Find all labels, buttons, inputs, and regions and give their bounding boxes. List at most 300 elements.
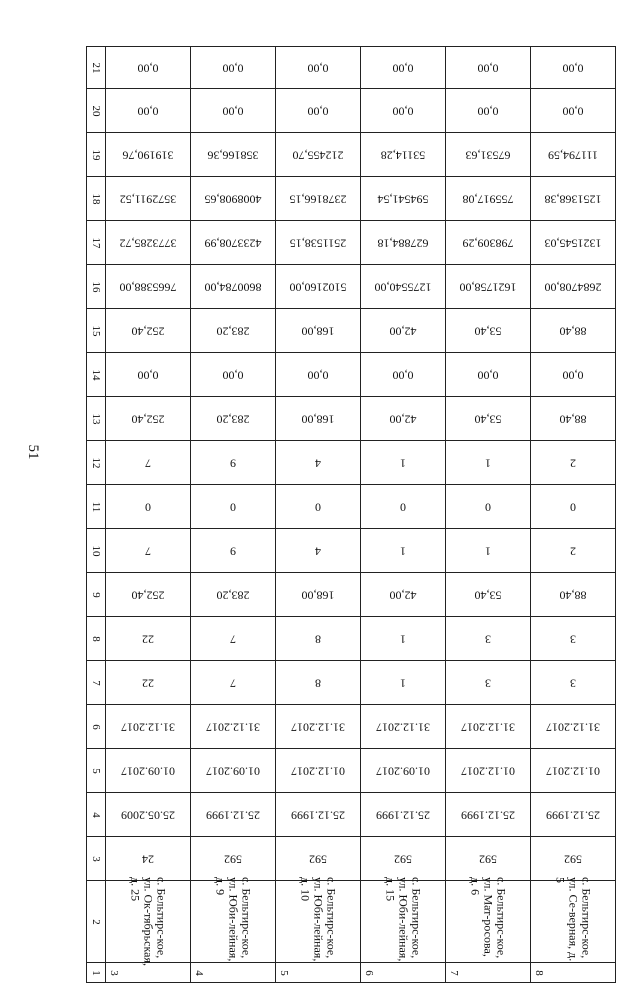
column-number-cell (87, 309, 106, 353)
cell-value: 4233708,99 (204, 236, 262, 250)
table-cell (276, 221, 361, 265)
cell-value: 798309,29 (462, 236, 514, 250)
column-number-cell (87, 963, 106, 983)
table-cell (106, 441, 191, 485)
column-number-cell (87, 529, 106, 573)
cell-value: 5102160,00 (289, 280, 347, 294)
cell-value: 7665388,00 (119, 280, 177, 294)
table-cell (191, 661, 276, 705)
table-cell (191, 837, 276, 881)
cell-value: 0,00 (222, 104, 244, 118)
cell-value: 0,00 (222, 61, 244, 75)
cell-value: 358166,36 (207, 148, 259, 162)
cell-value: 0 (230, 500, 236, 514)
cell-value: 01.12.2017 (461, 764, 515, 778)
table-cell (276, 617, 361, 661)
cell-value: 3572911,52 (119, 192, 177, 206)
table-cell (276, 353, 361, 397)
column-number-cell (87, 353, 106, 397)
column-number-cell (87, 617, 106, 661)
cell-value: 594541,54 (377, 192, 429, 206)
table-cell (531, 573, 616, 617)
cell-value: 252,40 (131, 412, 165, 426)
table-row (87, 221, 616, 265)
table-cell (446, 705, 531, 749)
cell-value: 8600784,00 (204, 280, 262, 294)
table-row (87, 397, 616, 441)
address-cell (276, 876, 361, 963)
table-cell (361, 397, 446, 441)
table-cell (361, 705, 446, 749)
table-cell (446, 749, 531, 793)
cell-value: 3 (570, 632, 576, 646)
table-cell (531, 309, 616, 353)
cell-value: 2511538,15 (289, 236, 347, 250)
row-number-cell (276, 963, 361, 983)
cell-value: 212455,70 (292, 148, 344, 162)
cell-value: 1275540,00 (374, 280, 432, 294)
row-number-cell (446, 963, 531, 983)
table-cell (361, 573, 446, 617)
table-cell (446, 89, 531, 133)
cell-value: 0,00 (392, 104, 414, 118)
cell-value: 1 (400, 632, 406, 646)
table-cell (361, 441, 446, 485)
cell-value: 88,40 (559, 412, 587, 426)
row-number: 5 (278, 969, 290, 976)
table-cell (106, 573, 191, 617)
cell-value: 2 (570, 456, 576, 470)
table-cell (531, 47, 616, 89)
table-cell (276, 441, 361, 485)
address-text: с. Бельтирс-кое, ул. Ок-тябрьская, д. 25 (128, 876, 169, 966)
table-cell (446, 793, 531, 837)
column-number: 12 (90, 457, 102, 468)
table-cell (531, 749, 616, 793)
cell-value: 592 (479, 852, 497, 866)
column-number: 13 (90, 413, 102, 424)
cell-value: 1 (400, 676, 406, 690)
column-number: 6 (90, 723, 102, 730)
cell-value: 252,40 (131, 324, 165, 338)
cell-value: 0 (400, 500, 406, 514)
table-cell (446, 221, 531, 265)
cell-value: 25.05.2009 (121, 808, 175, 822)
table-cell (531, 793, 616, 837)
column-number: 19 (90, 149, 102, 160)
cell-value: 25.12.1999 (206, 808, 260, 822)
table-cell (276, 661, 361, 705)
row-number: 4 (193, 969, 205, 976)
cell-value: 592 (309, 852, 327, 866)
cell-value: 01.09.2017 (121, 764, 175, 778)
cell-value: 7 (230, 632, 236, 646)
table-cell (361, 793, 446, 837)
cell-value: 0,00 (477, 104, 499, 118)
cell-value: 42,00 (389, 588, 417, 602)
table-cell (191, 617, 276, 661)
cell-value: 319190,76 (122, 148, 174, 162)
cell-value: 168,00 (301, 324, 335, 338)
cell-value: 3773285,72 (119, 236, 177, 250)
cell-value: 9 (230, 456, 236, 470)
row-number-cell (191, 963, 276, 983)
table-cell (531, 661, 616, 705)
table-cell (276, 397, 361, 441)
address-cell (446, 876, 531, 963)
table-row (87, 963, 616, 983)
row-number: 7 (448, 969, 460, 976)
cell-value: 0,00 (307, 368, 329, 382)
table-row (87, 47, 616, 89)
column-number: 16 (90, 281, 102, 292)
table-cell (106, 661, 191, 705)
table-cell (446, 177, 531, 221)
column-number-cell (87, 221, 106, 265)
cell-value: 592 (394, 852, 412, 866)
column-number: 2 (90, 918, 102, 925)
table-cell (191, 353, 276, 397)
table-row (87, 265, 616, 309)
cell-value: 0 (145, 500, 151, 514)
cell-value: 7 (145, 456, 151, 470)
table-cell (531, 133, 616, 177)
table-cell (191, 441, 276, 485)
table-cell (191, 47, 276, 89)
page-number: 51 (25, 444, 41, 460)
table-row (87, 89, 616, 133)
column-number-cell (87, 265, 106, 309)
address-text: с. Бельтирс-кое, ул. Юби-лейная, д. 9 (213, 876, 254, 961)
cell-value: 24 (142, 852, 154, 866)
table-cell (106, 837, 191, 881)
column-number: 17 (90, 237, 102, 248)
table-cell (276, 749, 361, 793)
cell-value: 252,40 (131, 588, 165, 602)
cell-value: 2 (570, 544, 576, 558)
column-number: 14 (90, 369, 102, 380)
cell-value: 0,00 (392, 368, 414, 382)
table-cell (446, 573, 531, 617)
table-cell (361, 309, 446, 353)
column-number: 1 (90, 969, 102, 976)
column-number-cell (87, 485, 106, 529)
table-cell (446, 133, 531, 177)
cell-value: 31.12.2017 (376, 720, 430, 734)
cell-value: 283,20 (216, 588, 250, 602)
cell-value: 283,20 (216, 412, 250, 426)
table-cell (361, 353, 446, 397)
column-number: 20 (90, 105, 102, 116)
row-number-cell (361, 963, 446, 983)
cell-value: 3 (485, 632, 491, 646)
cell-value: 31.12.2017 (291, 720, 345, 734)
address-cell (191, 876, 276, 963)
cell-value: 283,20 (216, 324, 250, 338)
table-row (87, 529, 616, 573)
address-text: с. Бельтирс-кое, ул. Се-верная, д. 5 (553, 876, 594, 961)
cell-value: 42,00 (389, 324, 417, 338)
table-cell (531, 177, 616, 221)
row-number-cell (106, 963, 191, 983)
table-cell (276, 529, 361, 573)
address-text: с. Бельтирс-кое, ул. Мат-росова, д. 6 (468, 876, 509, 958)
cell-value: 53,40 (474, 324, 502, 338)
table-cell (361, 221, 446, 265)
cell-value: 4008908,65 (204, 192, 262, 206)
cell-value: 22 (142, 676, 154, 690)
table-cell (106, 793, 191, 837)
table-cell (276, 573, 361, 617)
address-text: с. Бельтирс-кое, ул. Юби-лейная, д. 15 (383, 876, 424, 961)
table-cell (191, 177, 276, 221)
table-cell (106, 133, 191, 177)
cell-value: 1 (400, 544, 406, 558)
cell-value: 168,00 (301, 588, 335, 602)
table-cell (361, 529, 446, 573)
cell-value: 755917,08 (462, 192, 514, 206)
cell-value: 2684708,00 (544, 280, 602, 294)
cell-value: 25.12.1999 (461, 808, 515, 822)
table-cell (191, 573, 276, 617)
table-cell (106, 705, 191, 749)
cell-value: 0,00 (137, 368, 159, 382)
cell-value: 01.12.2017 (546, 764, 600, 778)
table-cell (276, 793, 361, 837)
cell-value: 01.12.2017 (291, 764, 345, 778)
cell-value: 0,00 (222, 368, 244, 382)
table-cell (531, 221, 616, 265)
column-number-cell (87, 661, 106, 705)
column-number-cell (87, 133, 106, 177)
table-cell (531, 485, 616, 529)
cell-value: 0,00 (477, 368, 499, 382)
table-cell (106, 47, 191, 89)
table-cell (191, 89, 276, 133)
table-cell (191, 133, 276, 177)
cell-value: 31.12.2017 (206, 720, 260, 734)
table-cell (276, 89, 361, 133)
cell-value: 8 (315, 676, 321, 690)
row-number-cell (531, 963, 616, 983)
cell-value: 0 (315, 500, 321, 514)
cell-value: 4 (315, 456, 321, 470)
table-cell (361, 661, 446, 705)
table-cell (106, 309, 191, 353)
table-cell (361, 47, 446, 89)
table-cell (106, 265, 191, 309)
cell-value: 0,00 (562, 104, 584, 118)
table-cell (531, 705, 616, 749)
table-cell (276, 705, 361, 749)
table-cell (531, 837, 616, 881)
cell-value: 25.12.1999 (546, 808, 600, 822)
column-number-cell (87, 749, 106, 793)
address-text: с. Бельтирс-кое, ул. Юби-лейная, д. 10 (298, 876, 339, 961)
table-cell (191, 749, 276, 793)
column-number: 21 (90, 62, 102, 73)
table-cell (446, 661, 531, 705)
table-cell (276, 485, 361, 529)
table-row (87, 705, 616, 749)
table-row (87, 881, 616, 963)
table-cell (191, 705, 276, 749)
address-cell (361, 876, 446, 963)
column-number: 15 (90, 325, 102, 336)
table-cell (191, 265, 276, 309)
cell-value: 168,00 (301, 412, 335, 426)
table-row (87, 573, 616, 617)
table-row (87, 309, 616, 353)
cell-value: 0 (485, 500, 491, 514)
cell-value: 0,00 (307, 61, 329, 75)
cell-value: 0,00 (562, 61, 584, 75)
table-cell (446, 617, 531, 661)
column-number-cell (87, 705, 106, 749)
table-cell (276, 47, 361, 89)
row-number: 3 (108, 969, 120, 976)
column-number-cell (87, 441, 106, 485)
cell-value: 592 (224, 852, 242, 866)
table-cell (361, 485, 446, 529)
table-cell (531, 89, 616, 133)
table-row (87, 837, 616, 881)
column-number: 11 (90, 501, 102, 512)
table-cell (361, 177, 446, 221)
table-cell (531, 265, 616, 309)
cell-value: 4 (315, 544, 321, 558)
address-cell (531, 876, 616, 963)
data-table-wrapper (86, 46, 616, 983)
table-cell (361, 749, 446, 793)
column-number: 5 (90, 767, 102, 774)
cell-value: 1 (400, 456, 406, 470)
cell-value: 8 (315, 632, 321, 646)
table-row (87, 661, 616, 705)
cell-value: 1 (485, 544, 491, 558)
table-cell (276, 309, 361, 353)
cell-value: 31.12.2017 (121, 720, 175, 734)
table-cell (106, 89, 191, 133)
column-number: 7 (90, 679, 102, 686)
row-number: 6 (363, 969, 375, 976)
table-row (87, 133, 616, 177)
table-cell (531, 353, 616, 397)
table-cell (446, 529, 531, 573)
table-cell (361, 133, 446, 177)
column-number-cell (87, 881, 106, 963)
cell-value: 53114,28 (380, 148, 426, 162)
table-cell (276, 177, 361, 221)
cell-value: 111794,59 (547, 148, 599, 162)
cell-value: 88,40 (559, 324, 587, 338)
table-cell (106, 353, 191, 397)
table-cell (191, 485, 276, 529)
table-cell (531, 617, 616, 661)
cell-value: 42,00 (389, 412, 417, 426)
address-cell (106, 876, 191, 966)
table-cell (446, 485, 531, 529)
table-cell (361, 617, 446, 661)
table-cell (446, 353, 531, 397)
table-cell (531, 397, 616, 441)
table-cell (531, 529, 616, 573)
cell-value: 0,00 (307, 104, 329, 118)
table-row (87, 485, 616, 529)
column-number-cell (87, 837, 106, 881)
table-row (87, 793, 616, 837)
column-number: 18 (90, 193, 102, 204)
table-cell (106, 749, 191, 793)
table-cell (191, 397, 276, 441)
cell-value: 88,40 (559, 588, 587, 602)
cell-value: 22 (142, 632, 154, 646)
table-cell (191, 529, 276, 573)
table-cell (446, 441, 531, 485)
cell-value: 31.12.2017 (461, 720, 515, 734)
column-number-cell (87, 177, 106, 221)
table-cell (191, 221, 276, 265)
table-cell (446, 309, 531, 353)
cell-value: 53,40 (474, 588, 502, 602)
cell-value: 0,00 (477, 61, 499, 75)
cell-value: 53,40 (474, 412, 502, 426)
table-cell (446, 47, 531, 89)
column-number-cell (87, 573, 106, 617)
table-row (87, 353, 616, 397)
cell-value: 0 (570, 500, 576, 514)
table-cell (106, 177, 191, 221)
cell-value: 1251368,38 (544, 192, 602, 206)
column-number-cell (87, 89, 106, 133)
cell-value: 0,00 (392, 61, 414, 75)
cell-value: 627884,18 (377, 236, 429, 250)
cell-value: 25.12.1999 (376, 808, 430, 822)
cell-value: 31.12.2017 (546, 720, 600, 734)
table-cell (191, 793, 276, 837)
table-cell (276, 837, 361, 881)
cell-value: 0,00 (137, 61, 159, 75)
cell-value: 1 (485, 456, 491, 470)
column-number-cell (87, 397, 106, 441)
table-cell (361, 89, 446, 133)
column-number: 9 (90, 591, 102, 598)
column-number: 10 (90, 545, 102, 556)
table-cell (276, 265, 361, 309)
table-cell (191, 309, 276, 353)
table-cell (106, 221, 191, 265)
table-row (87, 617, 616, 661)
data-table (86, 46, 616, 983)
cell-value: 0,00 (562, 368, 584, 382)
table-cell (446, 265, 531, 309)
table-cell (106, 397, 191, 441)
column-number: 8 (90, 635, 102, 642)
cell-value: 01.09.2017 (206, 764, 260, 778)
table-cell (106, 485, 191, 529)
row-number: 8 (533, 969, 545, 976)
table-row (87, 749, 616, 793)
cell-value: 67531,63 (465, 148, 511, 162)
table-cell (361, 265, 446, 309)
column-number: 4 (90, 811, 102, 818)
cell-value: 0,00 (137, 104, 159, 118)
table-row (87, 441, 616, 485)
column-number: 3 (90, 855, 102, 862)
table-cell (446, 837, 531, 881)
table-cell (361, 837, 446, 881)
table-cell (276, 133, 361, 177)
